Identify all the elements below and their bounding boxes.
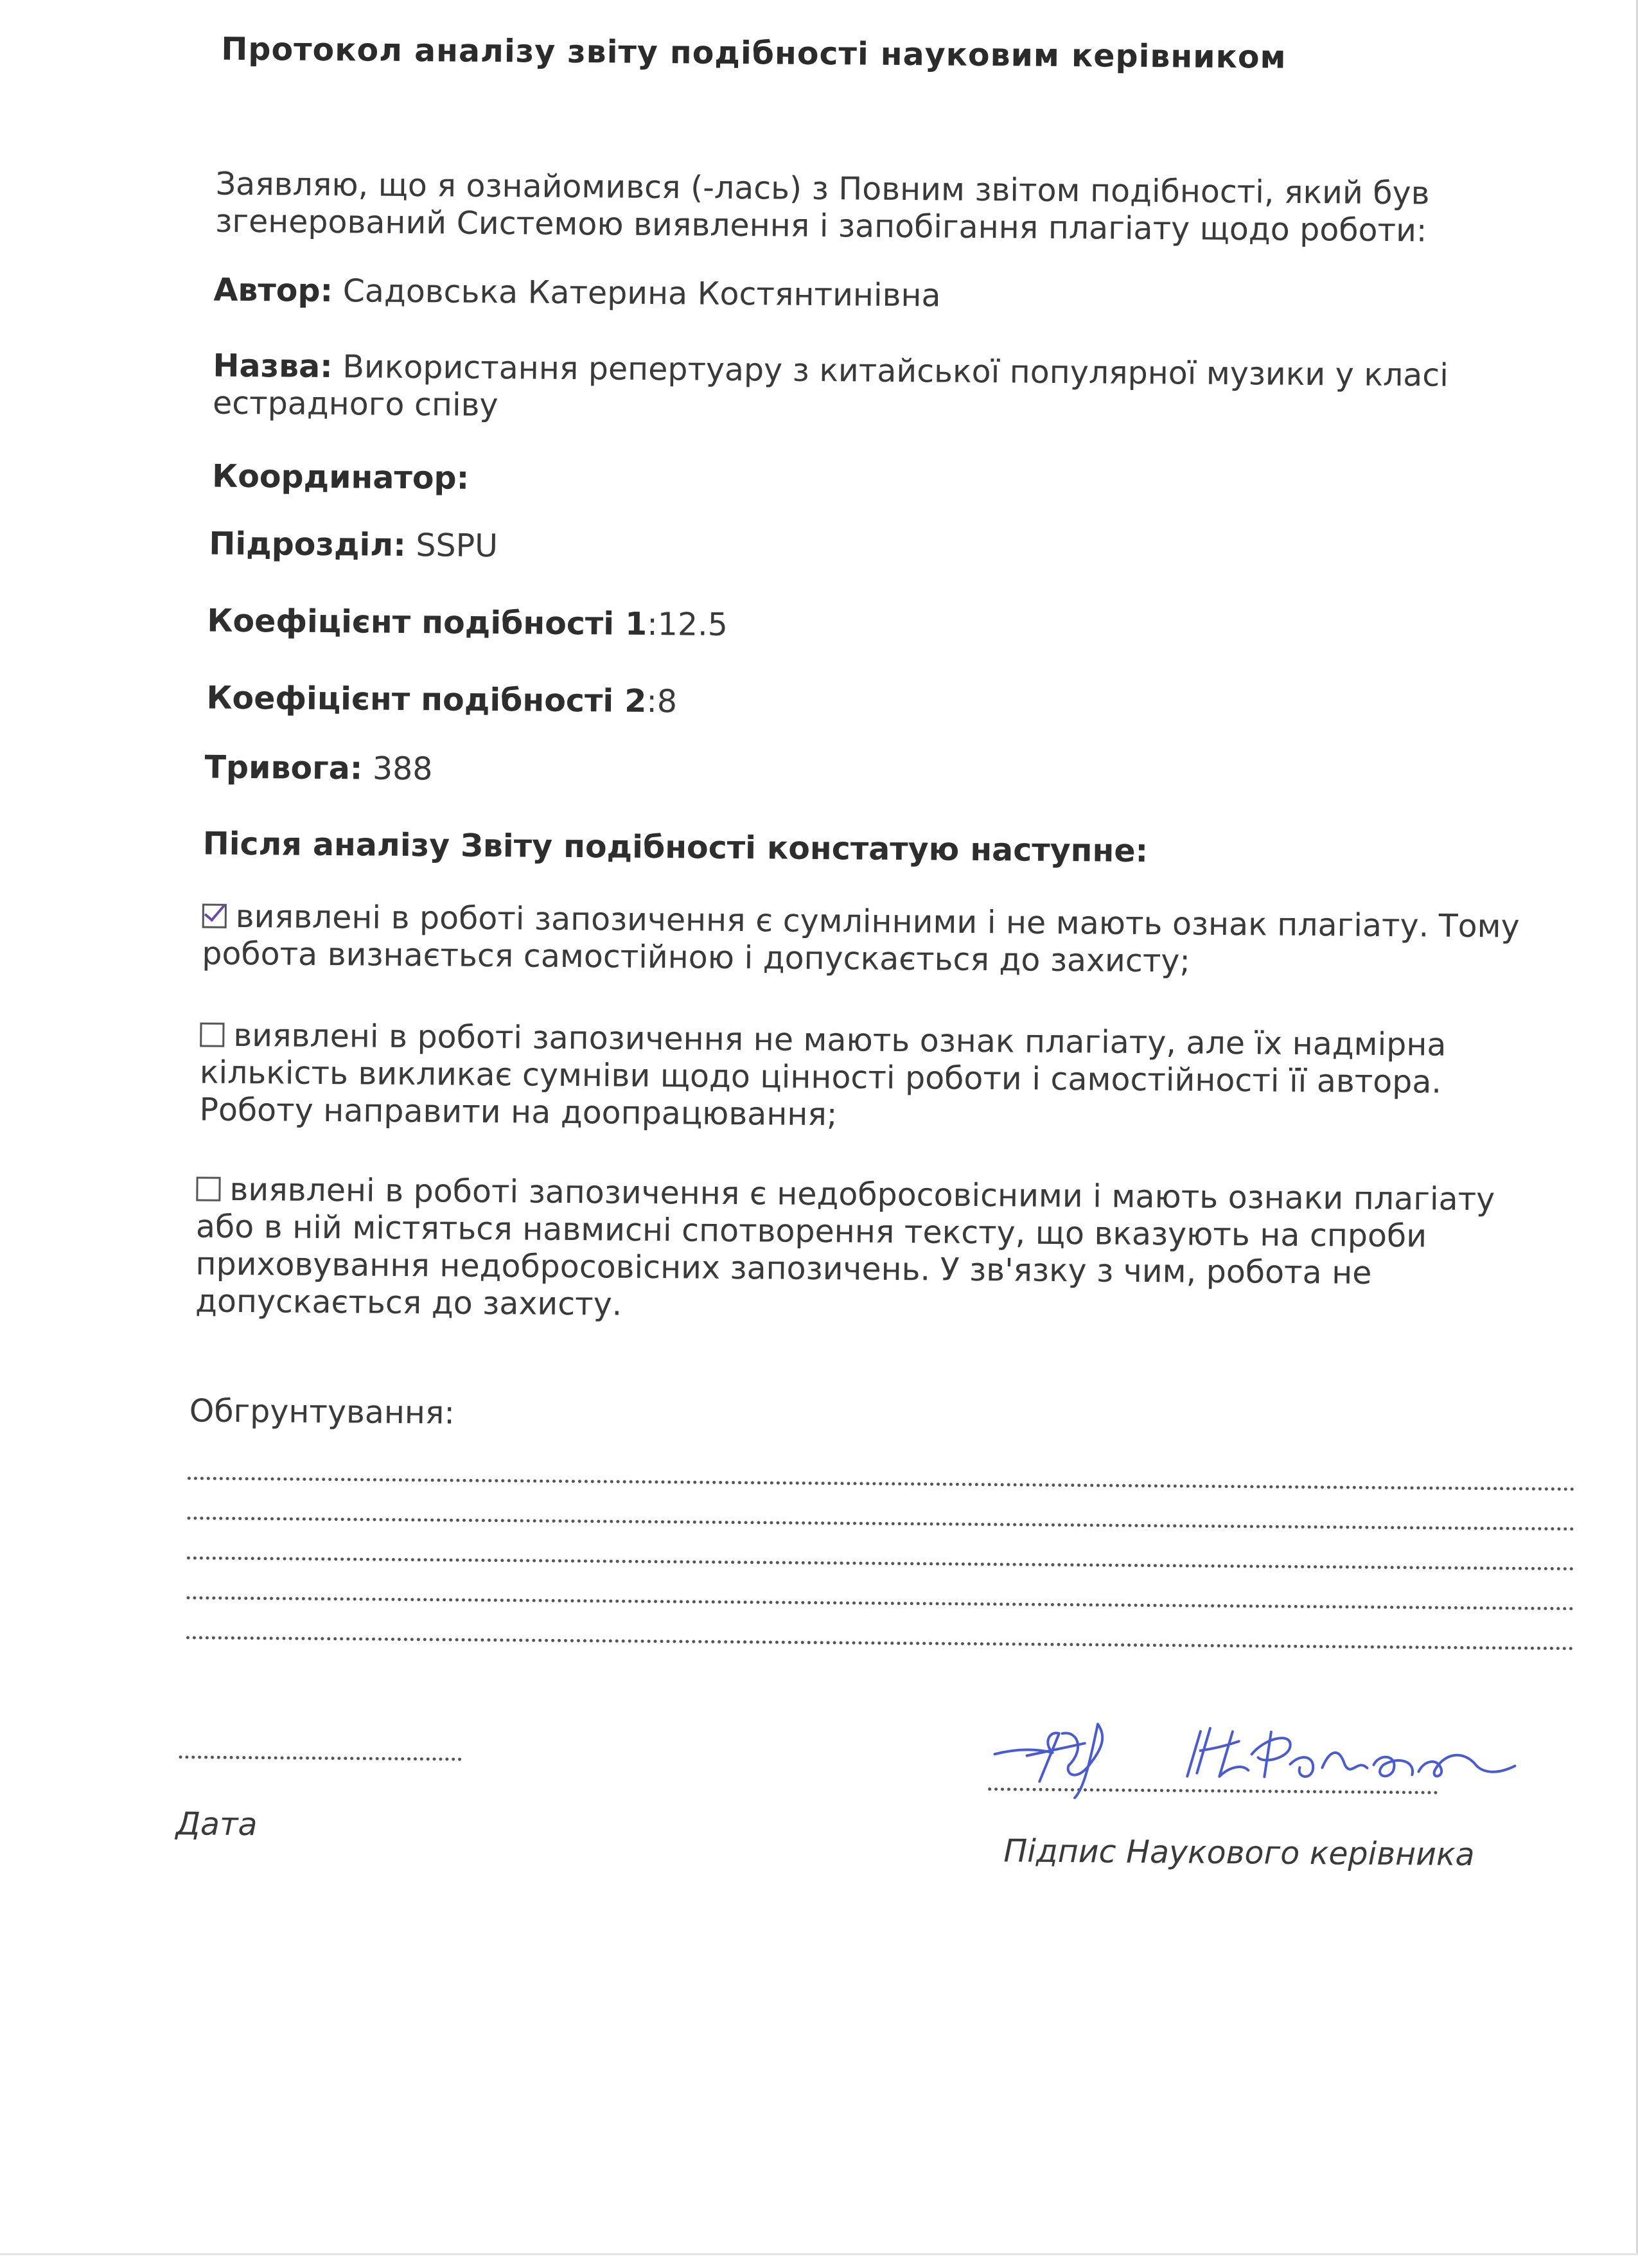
justification-line-5 [186, 1632, 1574, 1650]
justification-label: Обгрунтування: [189, 1392, 1474, 1440]
field-author [213, 272, 1498, 319]
justification-line-3 [187, 1552, 1574, 1570]
field-title-value: Використання репертуару з китайської популярної музики у класі естрадного співу [213, 348, 1449, 423]
field-alarm-value: 388 [362, 750, 433, 787]
justification-line-2 [187, 1512, 1574, 1530]
field-department-label: Підрозділ: [209, 526, 406, 563]
field-title [213, 348, 1485, 432]
field-department-value: SSPU [406, 527, 498, 564]
document-title: Протокол аналізу звіту подібності науковим керівником [221, 31, 1287, 76]
field-author-value: Садовська Катерина Костянтинівна [333, 272, 941, 314]
option-1-checkbox[interactable] [202, 904, 227, 928]
conclusion-heading: Після аналізу Звіту подібності констатую наступне: [202, 826, 1487, 873]
field-title-label: Назва: [213, 348, 333, 385]
field-coef1 [207, 603, 1492, 650]
field-coef1-label: Коефіцієнт подібності 1 [207, 603, 647, 642]
field-coef1-value: :12.5 [647, 606, 728, 643]
field-author-label: Автор: [213, 272, 333, 309]
intro-statement: Заявляю, що я ознайомився (-лась) з Повним звітом подібності, який був згенерований Системою виявлення і запобігання плагіату щодо роботи: [215, 166, 1501, 251]
option-3-checkbox[interactable] [196, 1176, 220, 1201]
field-coordinator-label: Координатор: [212, 458, 469, 497]
field-coef2 [206, 680, 1491, 727]
option-3 [195, 1171, 1558, 1331]
option-2-text: виявлені в роботі запозичення не мають ознак плагіату, але їх надмірна кількість викликає сумніви щодо цінності роботи і самостійності її автора. Роботу направити на доопрацювання; [199, 1017, 1446, 1133]
field-department [209, 526, 1493, 573]
justification-line-1 [188, 1473, 1575, 1491]
field-coef2-value: :8 [646, 683, 677, 720]
option-2-checkbox[interactable] [200, 1022, 224, 1047]
option-2 [199, 1016, 1562, 1139]
date-label: Дата [175, 1805, 257, 1843]
date-line [179, 1751, 462, 1760]
field-alarm [204, 749, 1489, 797]
option-1-text: виявлені в роботі запозичення є сумлінними і не мають ознак плагіату. Тому робота визнається самостійною і допускається до захисту; [202, 898, 1520, 980]
field-coordinator [212, 458, 1497, 506]
justification-line-4 [186, 1592, 1574, 1610]
option-3-text: виявлені в роботі запозичення є недобросовісними і мають ознаки плагіату або в ній містяться навмисні спотворення тексту, що вказують на спроби приховування недобросовісних запозичень. У зв'язку з чим, робота не допускається до захисту. [195, 1171, 1495, 1323]
signature-label: Підпис Наукового керівника [1003, 1832, 1475, 1873]
signature-image [988, 1704, 1528, 1805]
option-1 [202, 898, 1564, 984]
field-coef2-label: Коефіцієнт подібності 2 [206, 680, 646, 720]
field-alarm-label: Тривога: [204, 749, 362, 787]
